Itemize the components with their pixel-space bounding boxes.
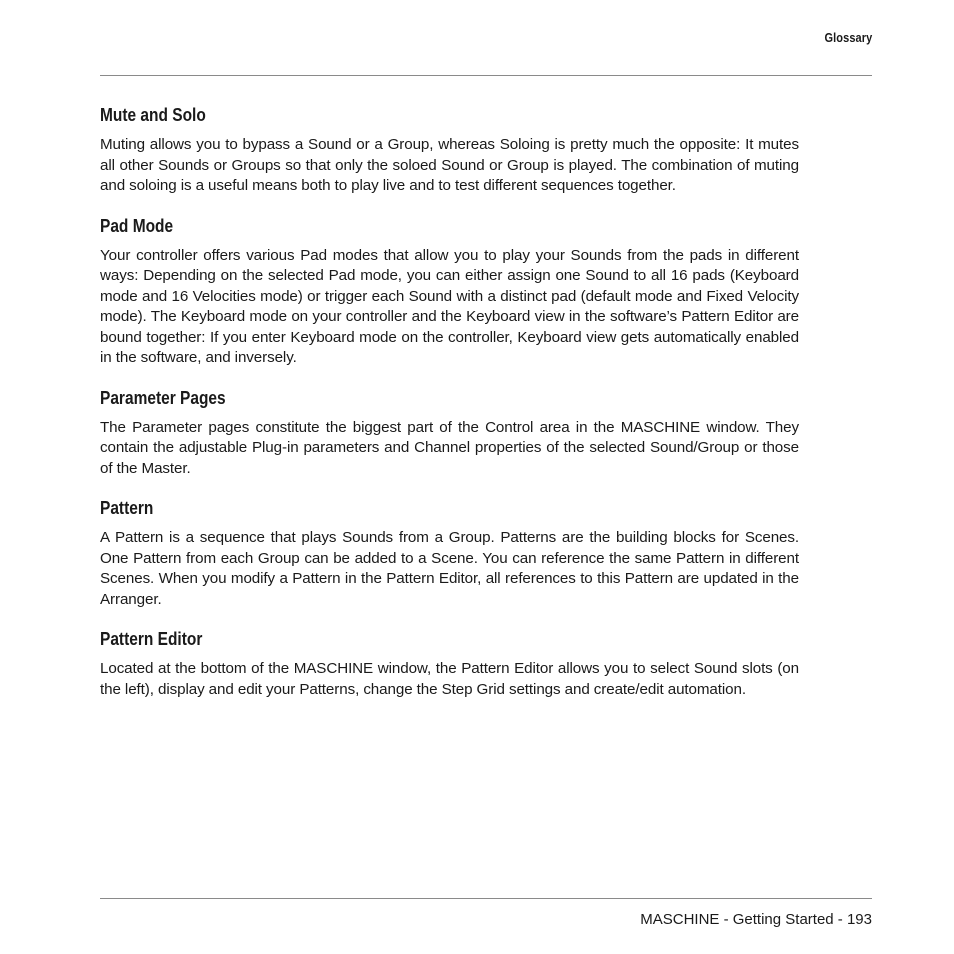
header-rule — [100, 75, 872, 76]
entry-definition: Muting allows you to bypass a Sound or a Group, whereas Soloing is pretty much the opposite: It mutes all other Sounds or Groups so that only the soloed Sound or Group is played. The combination of muting and soloing is a useful means both to play live and to test different sequences together. — [100, 136, 799, 194]
entry-definition: Your controller offers various Pad modes that allow you to play your Sounds from the pads in different ways: Depending on the selected Pad mode, you can either assign one Sound to all 16 pads (Keyboard mode and 16 Velocities mode) or trigger each Sound with a distinct pad (default mode and Fixed Velocity mode). The Keyboard mode on your controller and the Keyboard view in the software’s Pattern Editor are bound together: If you enter Keyboard mode on the controller, Keyboard view gets automatically enabled in the software, and inversely. — [100, 246, 799, 366]
entry-definition: A Pattern is a sequence that plays Sounds from a Group. Patterns are the building blocks for Scenes. One Pattern from each Group can be added to a Scene. You can reference the same Pattern in different Scenes. When you modify a Pattern in the Pattern Editor, all references to this Pattern are updated in the Arranger. — [100, 529, 799, 608]
entry-heading: Parameter Pages — [100, 387, 226, 408]
entry-heading: Pattern Editor — [100, 629, 203, 649]
entry-definition: The Parameter pages constitute the biggest part of the Control area in the MASCHINE window. They contain the adjustable Plug-in parameters and Channel properties of the selected Sound/​Group or those of the Master. — [100, 418, 799, 477]
glossary-content — [100, 103, 799, 717]
glossary-entry-mute-and-solo — [100, 103, 799, 197]
glossary-entry-pattern — [100, 496, 799, 610]
entry-heading: Mute and Solo — [100, 105, 206, 125]
glossary-entry-pad-mode — [100, 214, 799, 369]
glossary-entry-parameter-pages — [100, 386, 799, 480]
glossary-entry-pattern-editor — [100, 627, 799, 700]
footer-rule — [100, 898, 872, 899]
running-head: Glossary — [824, 31, 872, 45]
entry-definition: Located at the bottom of the MASCHINE window, the Pattern Editor allows you to select Sound slots (on the left), display and edit your Patterns, change the Step Grid settings and create/edit automation. — [100, 660, 799, 698]
entry-heading: Pad Mode — [100, 215, 174, 236]
entry-heading: Pattern — [100, 498, 154, 518]
page-folio: MASCHINE - Getting Started - 193 — [640, 911, 872, 928]
